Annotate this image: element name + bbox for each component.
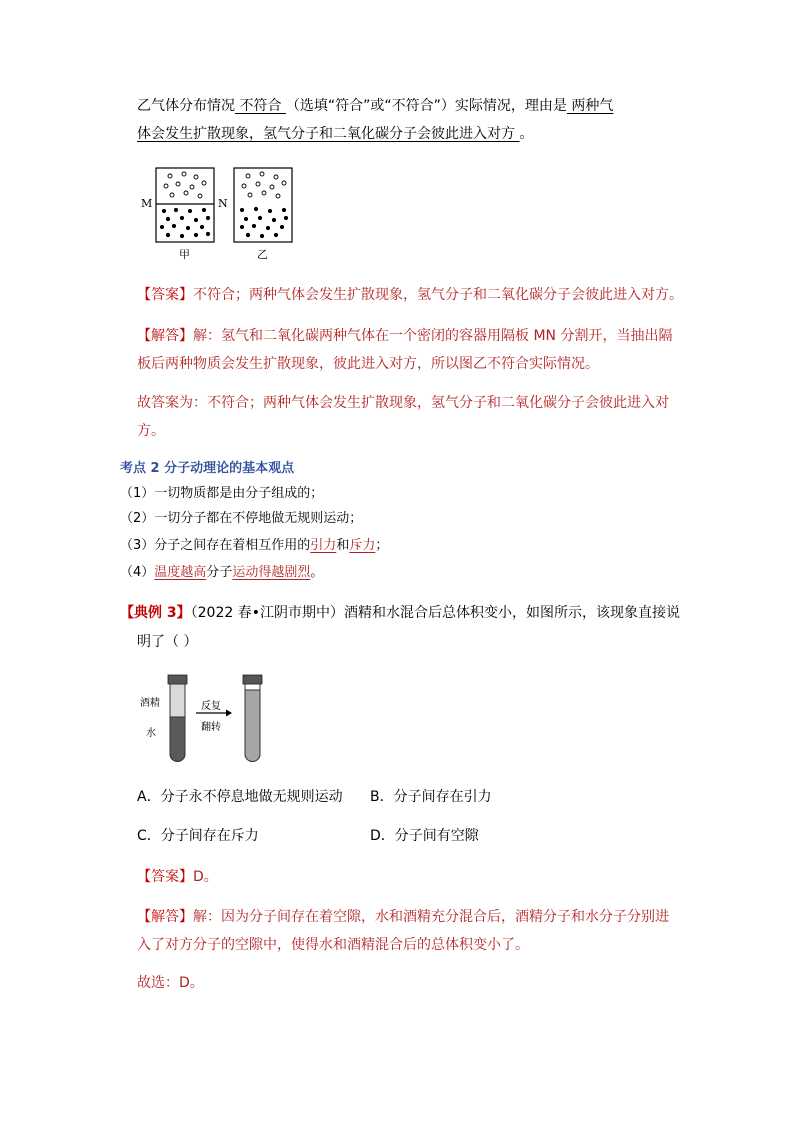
example-tag: 【典例 3】 bbox=[120, 605, 191, 621]
point-text: 和 bbox=[336, 538, 350, 553]
answer-text: D。 bbox=[193, 869, 218, 885]
solution-tag: 【解答】 bbox=[137, 328, 193, 344]
label-jia: 甲 bbox=[179, 248, 190, 261]
solution-line-2: 入了对方分子的空隙中，使得水和酒精混合后的总体积变小了。 bbox=[137, 937, 529, 953]
label-alcohol: 酒精 bbox=[140, 698, 160, 709]
blank-reason: 体会发生扩散现象，氢气分子和二氧化碳分子会彼此进入对方 bbox=[137, 126, 520, 142]
conclusion-line-1: 故答案为：不符合；两种气体会发生扩散现象，氢气分子和二氧化碳分子会彼此进入对 bbox=[137, 395, 669, 411]
arrow-label-bottom: 翻转 bbox=[201, 722, 221, 733]
solution-tag: 【解答】 bbox=[137, 909, 193, 925]
option-a: A．分子永不停息地做无规则运动 bbox=[137, 789, 343, 805]
point-item-2: （2）一切分子都在不停地做无规则运动； bbox=[120, 511, 363, 526]
label-n: N bbox=[218, 197, 228, 210]
conclusion-line: 故选：D。 bbox=[137, 975, 204, 991]
figure-gas-boxes bbox=[138, 162, 308, 262]
answer-line bbox=[137, 867, 218, 887]
question-text: 。 bbox=[519, 126, 534, 142]
keyword-attraction: 引力 bbox=[310, 538, 337, 553]
keyword-repulsion: 斥力 bbox=[349, 538, 376, 553]
label-m: M bbox=[141, 197, 153, 210]
answer-tag: 【答案】 bbox=[137, 287, 193, 303]
option-b: B．分子间存在引力 bbox=[370, 789, 492, 805]
gas-boxes-diagram bbox=[138, 162, 308, 262]
solution-line-2: 板后两种物质会发生扩散现象，彼此进入对方，所以图乙不符合实际情况。 bbox=[137, 356, 599, 372]
section-title: 考点 2 分子动理论的基本观点 bbox=[120, 461, 295, 476]
example-text: （2022 春•江阴市期中）酒精和水混合后总体积变小，如图所示，该现象直接说 bbox=[190, 605, 680, 621]
point-text: （4） bbox=[120, 565, 155, 580]
question-line-2 bbox=[137, 124, 533, 144]
arrow-label-top: 反复 bbox=[201, 701, 221, 712]
keyword-temperature: 温度越高 bbox=[154, 565, 207, 580]
point-item-1: （1）一切物质都是由分子组成的； bbox=[120, 486, 324, 501]
question-text: （选填“符合”或“不符合”）实际情况，理由是 bbox=[285, 98, 567, 114]
solution-line-1 bbox=[137, 326, 672, 346]
point-item-3 bbox=[120, 536, 388, 556]
answer-line bbox=[137, 285, 683, 305]
figure-test-tubes bbox=[138, 672, 278, 764]
solution-line-1 bbox=[137, 907, 669, 927]
solution-text: 解：氢气和二氧化碳两种气体在一个密闭的容器用隔板 MN 分割开，当抽出隔 bbox=[193, 328, 673, 344]
point-text: ； bbox=[375, 538, 389, 553]
example-line-2: 明了（ ） bbox=[137, 634, 198, 650]
question-text: 乙气体分布情况 bbox=[137, 98, 235, 114]
point-text: 。 bbox=[310, 565, 324, 580]
point-item-4 bbox=[120, 563, 323, 583]
conclusion-line-2: 方。 bbox=[137, 423, 165, 439]
answer-text: 不符合；两种气体会发生扩散现象，氢气分子和二氧化碳分子会彼此进入对方。 bbox=[193, 287, 683, 303]
example-line-1 bbox=[120, 603, 680, 623]
keyword-motion: 运动得越剧烈 bbox=[232, 565, 311, 580]
question-line-1 bbox=[137, 96, 613, 116]
label-water: 水 bbox=[146, 728, 156, 739]
blank-answer: 不符合 bbox=[235, 98, 286, 114]
blank-reason: 两种气 bbox=[566, 98, 614, 114]
option-d: D．分子间有空隙 bbox=[370, 828, 479, 844]
label-yi: 乙 bbox=[257, 248, 268, 261]
point-text: 分子 bbox=[206, 565, 233, 580]
point-text: （3）分子之间存在着相互作用的 bbox=[120, 538, 311, 553]
option-c: C．分子间存在斥力 bbox=[137, 828, 259, 844]
solution-text: 解：因为分子间存在着空隙，水和酒精充分混合后，酒精分子和水分子分别进 bbox=[193, 909, 669, 925]
answer-tag: 【答案】 bbox=[137, 869, 193, 885]
